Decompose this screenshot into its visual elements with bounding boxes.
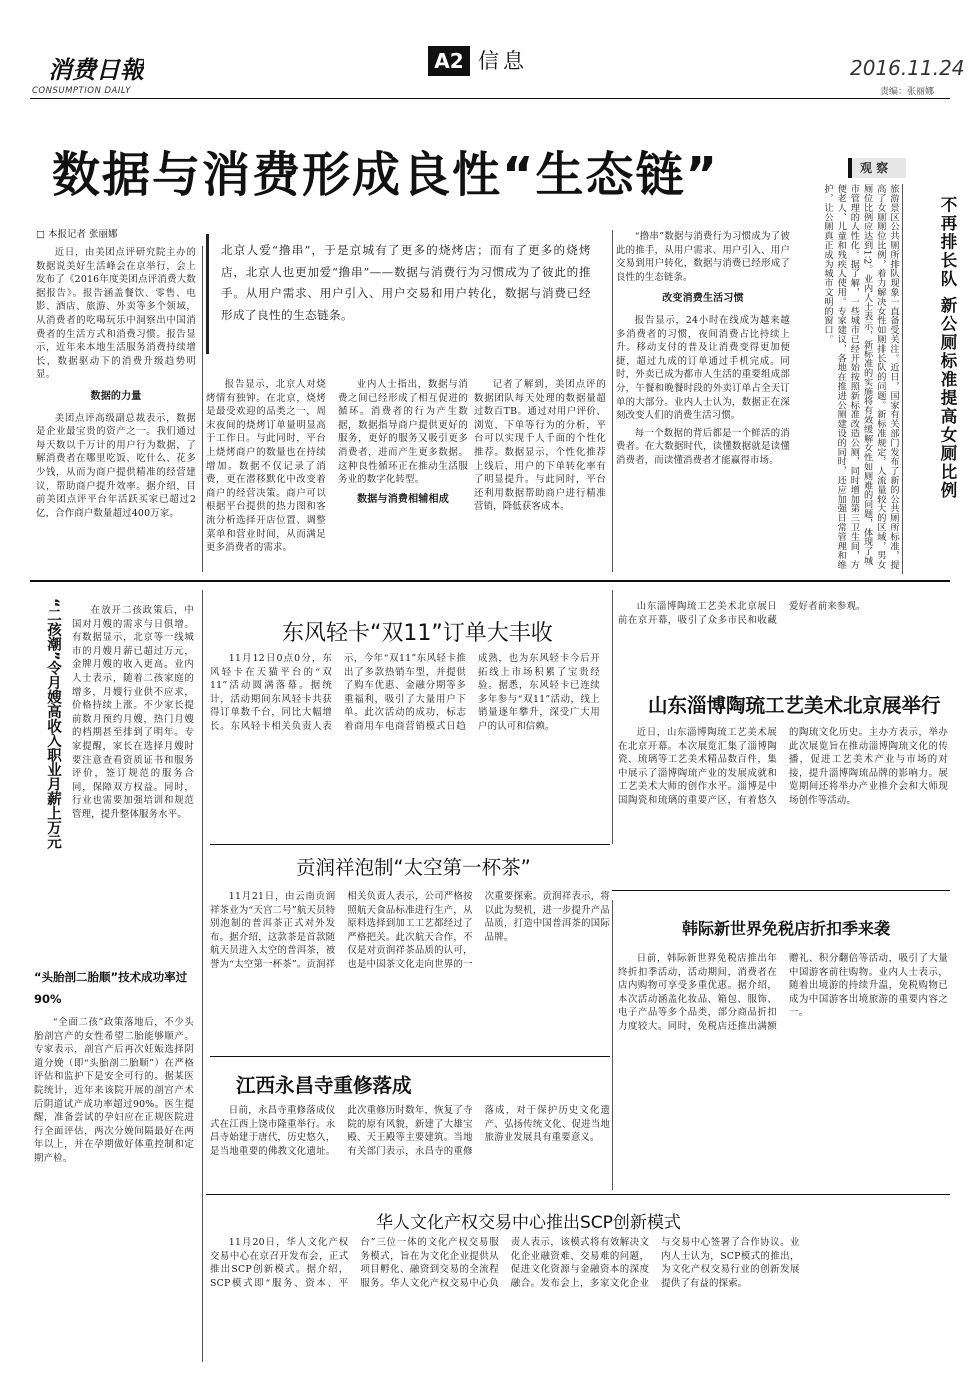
side-body <box>72 604 194 916</box>
article-rule <box>210 844 610 845</box>
lead-column-3 <box>338 378 468 572</box>
guancha-title-text: 不再排长队 新公厕标准提高女厕比例 <box>938 196 957 500</box>
column-divider <box>202 246 203 572</box>
section-rule <box>30 580 950 582</box>
lead-col1-text: 近日，由美团点评研究院主办的数据说美好生活峰会在京举行，会上发布了《2016年度美团点评消费大数据报告》。报告涵盖餐饮、零售、电影、酒店、旅游、外卖等多个领域，从消费者的吃喝玩乐中洞察出中国消费者的生活方式和消费习惯。报告显示，近年来本地生活服务消费持续增长，数据驱动下的消费升级趋势明显。 <box>36 247 196 381</box>
editor-credit: 责编：张丽娜 <box>880 87 935 97</box>
lead-column-5 <box>616 230 790 572</box>
lead-col5-subhead: 改变消费生活习惯 <box>662 293 744 305</box>
jiangxi-body <box>210 1104 610 1180</box>
lead-column-1 <box>36 246 196 572</box>
side-vertical-title-text: “二孩潮”令月嫂高收入职业月薪上万元 <box>45 598 61 850</box>
side-subtitle <box>34 966 194 1010</box>
guancha-label <box>848 158 906 178</box>
shandong-title: 山东淄博陶琉工艺美术北京展举行 <box>648 694 941 717</box>
lead-col4-text: 记者了解到，美团点评的数据团队每天处理的数据量超过数百TB。通过对用户评价、浏览、下单等行为的分析，平台可以实现千人千面的个性化推荐。数据显示，个性化推荐上线后，用户的下单转化率有了明显提升。与此同时，平台还利用数据帮助商户进行精准营销，降低获客成本。 <box>474 379 606 513</box>
pull-quote <box>206 234 603 354</box>
side-vertical-title <box>34 598 64 898</box>
lead-byline: □ 本报记者 张丽娜 <box>36 229 118 240</box>
lead-column-4 <box>474 378 606 572</box>
huaren-body <box>210 1236 950 1366</box>
lead-col5-text: “撸串”数据与消费行为习惯成为了彼此的推手，从用户需求、用户引入、用户交易到用户转化，数据与消费已经形成了良性的生态链条。 <box>616 231 790 283</box>
gongrun-body <box>210 890 610 1050</box>
guancha-body <box>806 184 900 574</box>
article-rule <box>206 1194 950 1195</box>
column-divider <box>612 590 613 844</box>
shandong-body-text: 近日，山东淄博陶琉工艺美术展在北京开幕。本次展览汇集了淄博陶瓷、琉璃等工艺美术精品数百件，集中展示了淄博陶琉产业的发展成就和工艺美术大师的创作水平。淄博是中国陶瓷和琉璃的重要产区，有着悠久的陶琉文化历史。主办方表示，举办此次展览旨在推动淄博陶琉文化的传播，促进工艺美术产业与市场的对接，提升淄博陶琉品牌的影响力。展览期间还将举办产业推介会和大师现场创作等活动。 <box>618 727 948 806</box>
gongrun-body-text: 11月21日，由云南贡润祥茶业为“天宫二号”航天员特别泡制的普洱茶正式对外发布。据介绍，这款茶是首款随航天员进入太空的普洱茶，被誉为“太空第一杯茶”。贡润祥相关负责人表示，公司严格按照航天食品标准进行生产，从原料选择到加工工艺都经过了严格把关。此次航天合作，不仅是对贡润祥茶品质的认可，也是中国茶文化走向世界的一次重要探索。贡润祥表示，将以此为契机，进一步提升产品品质，打造中国普洱茶的国际品牌。 <box>210 891 610 970</box>
lead-col3-text: 业内人士指出，数据与消费之间已经形成了相互促进的循环。消费者的行为产生数据，数据指导商户提供更好的服务，更好的服务又吸引更多消费者，进而产生更多数据。这种良性循环正在推动生活服务业的数字化转型。 <box>338 379 468 486</box>
masthead-rule <box>30 98 950 99</box>
masthead-logo: 消费日報 <box>48 55 144 84</box>
shandong-body <box>618 726 948 880</box>
guancha-label-text: 观 察 <box>860 161 889 175</box>
gongrun-title: 贡润祥泡制“太空第一杯茶” <box>296 856 531 879</box>
side-body-text: 在放开二孩政策后，中国对月嫂的需求与日俱增。有数据显示，北京等一线城市的月嫂月薪已超过万元，金牌月嫂的收入更高。业内人士表示，随着二孩家庭的增多，月嫂行业供不应求，价格持续上涨。不少家长提前数月预约月嫂，热门月嫂的档期甚至排到了明年。专家提醒，家长在选择月嫂时要注意查看资质证书和服务评价，签订规范的服务合同，保障双方权益。同时，行业也需要加强培训和规范管理，提升整体服务水平。 <box>72 605 194 820</box>
lead-col5b-text: 报告显示，24小时在线成为越来越多消费者的习惯，夜间消费占比持续上升。移动支付的普及让消费变得更加便捷，超过九成的订单通过手机完成。同时，外卖已成为都市人生活的重要组成部分，午餐和晚餐时段的外卖订单占全天订单的大部分。业内人士认为，数据正在深刻改变人们的消费生活习惯。 <box>616 314 790 422</box>
jiangxi-title: 江西永昌寺重修落成 <box>236 1074 412 1097</box>
column-divider <box>612 230 613 572</box>
dongfeng-title: 东风轻卡“双11”订单大丰收 <box>282 621 553 646</box>
page-number: A2 <box>428 46 470 76</box>
dongfeng-body <box>210 652 600 830</box>
article-rule <box>210 1056 610 1057</box>
section-name: 信息 <box>478 49 528 73</box>
side-sub-body-text: “全面二孩”政策落地后，不少头胎剖宫产的女性希望二胎能够顺产。专家表示，剖宫产后再次妊娠选择阴道分娩（即“头胎剖二胎顺”）在严格评估和监护下是安全可行的。据某医院统计，近年来该院开展的剖宫产术后阴道试产成功率超过90%。医生提醒，准备尝试的孕妇应在正规医院进行全面评估，两次分娩间隔最好在两年以上，并在孕期做好体重控制和定期产检。 <box>34 1017 194 1164</box>
jiangxi-body-text: 日前，永昌寺重修落成仪式在江西上饶市隆重举行。永昌寺始建于唐代，历史悠久，是当地重要的佛教文化遗址。此次重修历时数年，恢复了寺院的原有风貌，新建了大雄宝殿、天王殿等主要建筑。当地有关部门表示，永昌寺的重修落成，对于保护历史文化遗产、弘扬传统文化、促进当地旅游业发展具有重要意义。 <box>210 1105 610 1157</box>
huaren-body-text: 11月20日，华人文化产权交易中心在京召开发布会，正式推出SCP创新模式。据介绍，SCP模式即“服务、资本、平台”三位一体的文化产权交易服务模式，旨在为文化企业提供从项目孵化、融资到交易的全流程服务。华人文化产权交易中心负责人表示，该模式将有效解决文化企业融资难、交易难的问题，促进文化资源与金融资本的深度融合。发布会上，多家文化企业与交易中心签署了合作协议。业内人士认为，SCP模式的推出，为文化产权交易行业的创新发展提供了有益的探索。 <box>210 1237 800 1289</box>
issue-date: 2016.11.24 <box>850 56 965 80</box>
pull-quote-text: 北京人爱“撸串”，于是京城有了更多的烧烤店；而有了更多的烧烤店，北京人也更加爱“撸串”——数据与消费行为习惯成为了彼此的推手。从用户需求、用户引入、用户交易和用户转化，数据与消费已经形成了良性的生态链条。 <box>221 243 591 322</box>
guancha-body-text: 旅游景区公共厕所排队现象一直备受关注。近日，国家有关部门发布了新的公共厕所标准，提高了女厕厕位比例，着力解决女性如厕排长队的问题。新标准规定，人流量较大的区域，男女厕位比例应达到1∶2。业内人士表示，新标准的实施将有效缓解女性如厕难的问题，体现了城市管理的人性化。据了解，一些城市已经开始按照新标准改造公厕，同时增加第三卫生间，方便老人、儿童和残疾人使用。专家建议，各地在推进公厕建设的同时，还应加强日常管理和维护，让公厕真正成为城市文明的窗口。 <box>821 184 899 570</box>
column-divider <box>612 900 613 1190</box>
masthead-logo-en: CONSUMPTION DAILY <box>32 86 131 96</box>
huaren-title: 华人文化产权交易中心推出SCP创新模式 <box>376 1213 681 1233</box>
hanji-body-text: 日前，韩际新世界免税店推出年终折扣季活动，活动期间，消费者在店内购物可享受多重优惠。据介绍，本次活动涵盖化妆品、箱包、服饰、电子产品等多个品类，部分商品折扣力度较大。同时，免税店还推出满额赠礼、积分翻倍等活动，吸引了大量中国游客前往购物。业内人士表示，随着出境游的持续升温，免税购物已成为中国游客出境旅游的重要内容之一。 <box>618 953 948 1032</box>
lead-column-2 <box>206 378 326 572</box>
lead-col1b-text: 美团点评高级副总裁表示，数据是企业最宝贵的资产之一。我们通过每天数以千万计的用户行为数据，了解消费者在哪里吃饭、吃什么、花多少钱，从而为商户提供精准的经营建议，帮助商户提升效率。据介绍，目前美团点评平台年活跃买家已超过2亿，合作商户数量超过400万家。 <box>36 412 196 519</box>
lead-col1-subhead: 数据的力量 <box>90 390 142 402</box>
article-rule <box>612 890 950 891</box>
column-divider <box>902 184 903 574</box>
lead-col2-text: 报告显示，北京人对烧烤情有独钟。在北京，烧烤是最受欢迎的品类之一，周末夜间的烧烤订单量明显高于工作日。与此同时，平台上烧烤商户的数量也在持续增加。数据不仅记录了消费，更在潜移默化中改变着商户的经营决策。商户可以根据平台提供的热力图和客流分析选择开店位置、调整菜单和营业时间，从而满足更多消费者的需求。 <box>206 379 326 554</box>
hanji-title: 韩际新世界免税店折扣季来袭 <box>682 919 891 938</box>
side-sub-body <box>34 1016 194 1356</box>
lead-col3-subhead: 数据与消费相辅相成 <box>357 493 449 505</box>
lead-col5c-text: 每一个数据的背后都是一个鲜活的消费者。在大数据时代，读懂数据就是读懂消费者，而读懂消费者才能赢得市场。 <box>616 427 790 466</box>
guancha-title <box>912 196 958 572</box>
lead-headline: 数据与消费形成良性“生态链” <box>52 147 720 203</box>
hanji-body <box>618 952 948 1206</box>
side-subtitle-text: “头胎剖二胎顺”技术成功率过90% <box>34 970 188 1006</box>
shandong-intro: 山东淄博陶琉工艺美术北京展日前在京开幕，吸引了众多市民和收藏爱好者前来参观。 <box>618 601 866 626</box>
dongfeng-body-text: 11月12日0点0分，东风轻卡在天猫平台的“双11”活动圆满落幕。据统计，活动期间东风轻卡共获得订单数千台，同比大幅增长。东风轻卡相关负责人表示，今年“双11”东风轻卡推出了多款热销车型，并提供了购车优惠、金融分期等多重福利，吸引了大量用户下单。此次活动的成功，标志着商用车电商营销模式日趋成熟，也为东风轻卡今后开拓线上市场积累了宝贵经验。据悉，东风轻卡已连续多年参与“双11”活动，线上销量逐年攀升，深受广大用户的认可和信赖。 <box>210 653 600 732</box>
column-divider <box>202 590 203 1362</box>
